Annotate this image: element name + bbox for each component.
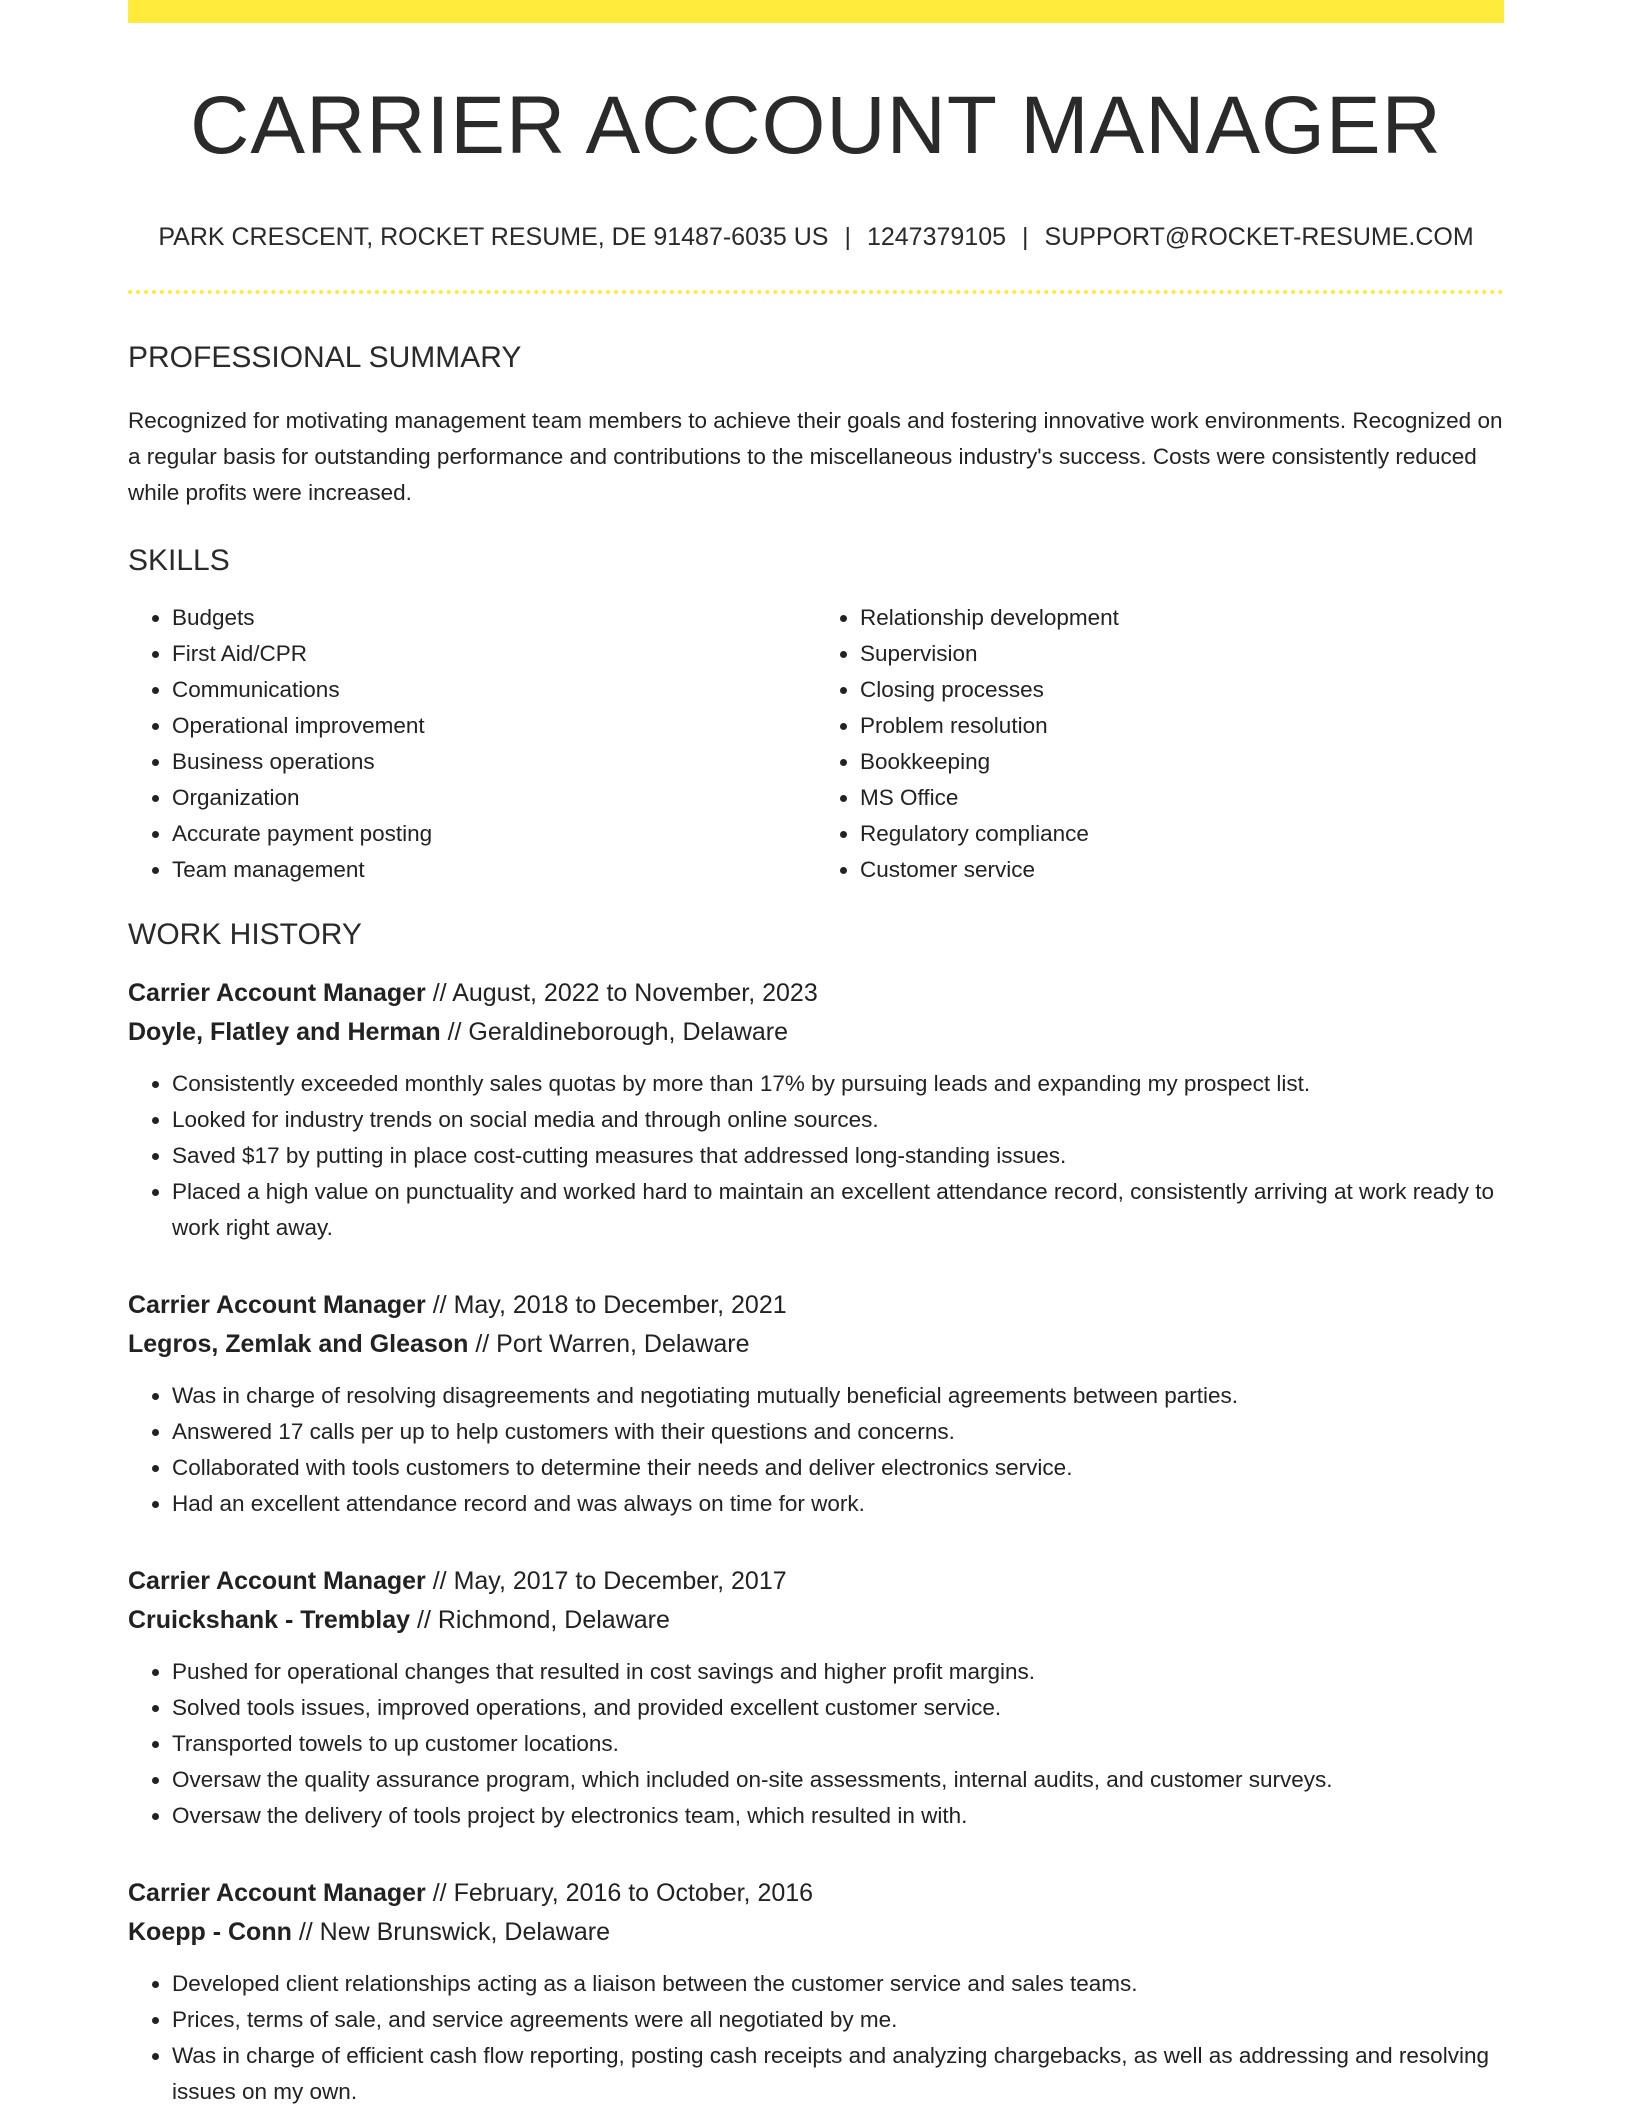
job-title-line <box>128 1286 1504 1325</box>
job-bullet: • Was in charge of efficient cash flow reporting, posting cash receipts and analyzing chargebacks, as well as addressing and resolving issues on my own. <box>172 2038 1504 2110</box>
job-company-line <box>128 1325 1504 1364</box>
summary-heading: PROFESSIONAL SUMMARY <box>128 341 522 374</box>
job-dates: // May, 2017 to December, 2017 <box>432 1567 787 1595</box>
job-dates: // February, 2016 to October, 2016 <box>432 1879 814 1907</box>
skills-columns <box>128 600 1504 888</box>
work-history-heading: WORK HISTORY <box>128 918 362 951</box>
job-entry <box>128 1874 1504 2110</box>
skill-item: • Problem resolution <box>860 708 1504 744</box>
job-entry <box>128 974 1504 1246</box>
job-bullet: • Answered 17 calls per up to help customers with their questions and concerns. <box>172 1414 1504 1450</box>
job-bullets <box>128 1654 1504 1834</box>
skill-item: • Operational improvement <box>172 708 816 744</box>
work-history-list <box>128 974 1504 2110</box>
job-company: Cruickshank - Tremblay <box>128 1606 411 1634</box>
skill-item: • Supervision <box>860 636 1504 672</box>
job-company-line <box>128 1013 1504 1052</box>
job-bullet: • Prices, terms of sale, and service agreements were all negotiated by me. <box>172 2002 1504 2038</box>
contact-phone: 1247379105 <box>866 223 1007 251</box>
job-title-line <box>128 1562 1504 1601</box>
job-bullet: • Pushed for operational changes that resulted in cost savings and higher profit margins. <box>172 1654 1504 1690</box>
job-bullets <box>128 1378 1504 1522</box>
skill-item: • MS Office <box>860 780 1504 816</box>
contact-line <box>128 225 1504 250</box>
skill-item: • Organization <box>172 780 816 816</box>
resume-page <box>128 0 1504 2110</box>
job-bullet: • Oversaw the quality assurance program, which included on-site assessments, internal audits, and customer surveys. <box>172 1762 1504 1798</box>
job-role: Carrier Account Manager <box>128 1291 426 1319</box>
dotted-divider <box>128 290 1504 294</box>
skill-item: • Accurate payment posting <box>172 816 816 852</box>
skill-item: • Budgets <box>172 600 816 636</box>
job-role: Carrier Account Manager <box>128 1879 426 1907</box>
job-location: // Geraldineborough, Delaware <box>447 1018 789 1046</box>
summary-text: Recognized for motivating management team members to achieve their goals and fostering innovative work environments. Recognized on a regular basis for outstanding performance and contributions to the miscellaneous industry's success. Costs were consistently reduced while profits were increased. <box>128 408 1503 505</box>
job-dates: // May, 2018 to December, 2021 <box>432 1291 787 1319</box>
job-bullet: • Had an excellent attendance record and was always on time for work. <box>172 1486 1504 1522</box>
contact-separator: | <box>844 223 851 251</box>
job-entry <box>128 1286 1504 1522</box>
skills-list-right <box>816 600 1504 888</box>
job-company: Koepp - Conn <box>128 1918 292 1946</box>
job-dates: // August, 2022 to November, 2023 <box>432 979 818 1007</box>
skill-item: • Bookkeeping <box>860 744 1504 780</box>
job-role: Carrier Account Manager <box>128 1567 426 1595</box>
skill-item: • First Aid/CPR <box>172 636 816 672</box>
job-bullets <box>128 1966 1504 2110</box>
contact-address: PARK CRESCENT, ROCKET RESUME, DE 91487-6035 US <box>158 223 829 251</box>
job-company-line <box>128 1913 1504 1952</box>
resume-name: CARRIER ACCOUNT MANAGER <box>190 80 1442 171</box>
skill-item: • Relationship development <box>860 600 1504 636</box>
job-bullet: • Placed a high value on punctuality and worked hard to maintain an excellent attendance record, consistently arriving at work ready to work right away. <box>172 1174 1504 1246</box>
job-company: Doyle, Flatley and Herman <box>128 1018 441 1046</box>
job-bullet: • Transported towels to up customer locations. <box>172 1726 1504 1762</box>
job-role: Carrier Account Manager <box>128 979 426 1007</box>
job-location: // Port Warren, Delaware <box>475 1330 750 1358</box>
job-company-line <box>128 1601 1504 1640</box>
job-entry <box>128 1562 1504 1834</box>
job-title-line <box>128 1874 1504 1913</box>
job-bullet: • Solved tools issues, improved operations, and provided excellent customer service. <box>172 1690 1504 1726</box>
skill-item: • Business operations <box>172 744 816 780</box>
job-bullet: • Developed client relationships acting as a liaison between the customer service and sales teams. <box>172 1966 1504 2002</box>
job-location: // Richmond, Delaware <box>417 1606 670 1634</box>
contact-email: SUPPORT@ROCKET-RESUME.COM <box>1044 223 1474 251</box>
contact-separator: | <box>1022 223 1029 251</box>
job-location: // New Brunswick, Delaware <box>298 1918 611 1946</box>
job-bullet: • Oversaw the delivery of tools project by electronics team, which resulted in with. <box>172 1798 1504 1834</box>
skill-item: • Regulatory compliance <box>860 816 1504 852</box>
job-bullet: • Consistently exceeded monthly sales quotas by more than 17% by pursuing leads and expanding my prospect list. <box>172 1066 1504 1102</box>
skill-item: • Customer service <box>860 852 1504 888</box>
job-title-line <box>128 974 1504 1013</box>
job-bullet: • Saved $17 by putting in place cost-cutting measures that addressed long-standing issues. <box>172 1138 1504 1174</box>
skill-item: • Communications <box>172 672 816 708</box>
job-bullets <box>128 1066 1504 1246</box>
skill-item: • Team management <box>172 852 816 888</box>
job-company: Legros, Zemlak and Gleason <box>128 1330 469 1358</box>
skills-list-left <box>128 600 816 888</box>
job-bullet: • Looked for industry trends on social media and through online sources. <box>172 1102 1504 1138</box>
skill-item: • Closing processes <box>860 672 1504 708</box>
job-bullet: • Collaborated with tools customers to determine their needs and deliver electronics service. <box>172 1450 1504 1486</box>
job-bullet: • Was in charge of resolving disagreements and negotiating mutually beneficial agreements between parties. <box>172 1378 1504 1414</box>
top-accent-bar <box>128 0 1504 23</box>
skills-heading: SKILLS <box>128 544 230 577</box>
